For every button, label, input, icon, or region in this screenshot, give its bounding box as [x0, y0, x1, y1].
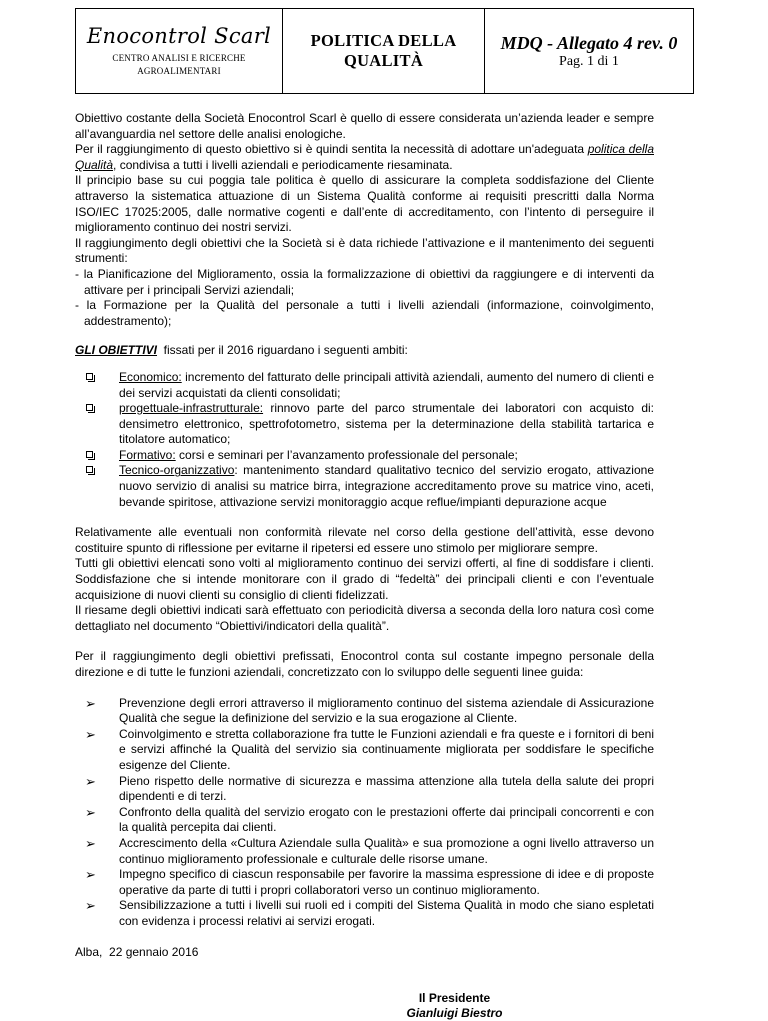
checkbox-bullet-icon [86, 404, 93, 411]
objective-text: rinnovo parte del parco strumentale dei laboratori con acquisto di: densimetro elettronico, spettrofotometro, sistema per la determinazione della stabilità tartarica e titolatore automatico; [119, 401, 654, 447]
intro-paragraph-2-end: , condivisa a tutti i livelli aziendali e periodicamente riesaminata. [113, 157, 453, 172]
list-item [75, 696, 654, 727]
checkbox-bullet-icon [86, 466, 93, 473]
list-item [75, 463, 654, 510]
header-company-cell [76, 9, 283, 93]
signature-block [255, 991, 654, 1021]
signer-name: Gianluigi Biestro [406, 1006, 503, 1021]
list-item [75, 898, 654, 929]
header-title-cell [283, 9, 485, 93]
guideline-text: Accrescimento della «Cultura Aziendale sulla Qualità» e sua promozione a ogni livello attraverso un continuo miglioramento professionale e culturale delle risorse umane. [119, 835, 654, 866]
list-item [75, 805, 654, 836]
guidelines-list [75, 696, 654, 930]
place-date: Alba, 22 gennaio 2016 [75, 944, 199, 959]
guideline-text: Pieno rispetto delle normative di sicurezza e massima attenzione alla tutela della salute dei propri dipendenti e di terzi. [119, 773, 654, 804]
document-title-line-1: POLITICA DELLA [310, 31, 457, 50]
guideline-text: Prevenzione degli errori attraverso il miglioramento continuo del sistema aziendale di Assicurazione Qualità che segue la definizione del servizio e la sua erogazione al Cliente. [119, 695, 654, 726]
objectives-heading [75, 343, 654, 359]
guideline-text: Coinvolgimento e stretta collaborazione fra tutte le Funzioni aziendali e fra queste e i fornitori di beni e servizi affinché la Qualità del servizio sia continuamente migliorata per soddisfare le specifiche esigenze del Cliente. [119, 726, 654, 772]
company-logo: Enocontrol Scarl [86, 24, 272, 48]
objectives-heading-label: GLI OBIETTIVI [75, 343, 158, 358]
list-item [75, 836, 654, 867]
quality-policy-term: politica della Qualità [75, 142, 654, 172]
list-item [75, 774, 654, 805]
objective-label: Economico: [119, 369, 182, 384]
checkbox-bullet-icon [86, 373, 93, 380]
arrow-bullet-icon: ➢ [85, 898, 96, 914]
signer-title: Il Presidente [418, 991, 491, 1006]
objective-text: corsi e seminari per l’avanzamento professionale del personale; [175, 447, 518, 462]
review-paragraph: Il riesame degli obiettivi indicati sarà effettuato con periodicità diversa a seconda della loro natura così come dettagliato nel documento “Obiettivi/indicatori della qualità”. [75, 603, 654, 633]
document-title-line-2: QUALITÀ [343, 51, 424, 70]
objective-label: progettuale-infrastrutturale: [119, 401, 264, 416]
guideline-text: Sensibilizzazione a tutti i livelli sui ruoli ed i compiti del Sistema Qualità in modo che siano espletati con evidenza i processi relativi ai servizi erogati. [119, 898, 654, 928]
page-number: Pag. 1 di 1 [559, 53, 619, 69]
arrow-bullet-icon: ➢ [85, 773, 96, 789]
intro-paragraph-3: Il principio base su cui poggia tale politica è quello di assicurare la completa soddisfazione del Cliente attraverso la sistematica attuazione di un Sistema Qualità conforme ai requisiti prescritti dalla Norma ISO/IEC 17025:2005, dalle normative cogenti e dall’ente di accreditamento, con l’intento di perseguire il miglioramento continuo dei nostri servizi. [75, 173, 654, 235]
company-tagline-1: CENTRO ANALISI E RICERCHE [112, 53, 246, 63]
list-item [75, 727, 654, 774]
objective-label: Tecnico-organizzativo [119, 463, 235, 478]
intro-paragraph-4: Il raggiungimento degli obiettivi che la Società si è data richiede l’attivazione e il mantenimento dei seguenti strumenti: [75, 235, 654, 266]
improvement-paragraph: Tutti gli obiettivi elencati sono volti al miglioramento continuo dei servizi offerti, al fine di soddisfare i clienti. Soddisfazione che si intende monitorare con il grado di “fedeltà” dei principali clienti e con l’eventuale acquisizione di nuovi clienti su consiglio di clienti fidelizzati. [75, 556, 654, 602]
objectives-heading-rest: fissati per il 2016 riguardano i seguenti ambiti: [157, 343, 408, 358]
arrow-bullet-icon: ➢ [85, 695, 96, 711]
guidelines-intro: Per il raggiungimento degli obiettivi prefissati, Enocontrol conta sul costante impegno personale della direzione e di tutte le funzioni aziendali, concretizzato con lo sviluppo delle seguenti linee guida: [75, 649, 654, 679]
document-code: MDQ - Allegato 4 rev. 0 [500, 32, 678, 53]
arrow-bullet-icon: ➢ [85, 835, 96, 851]
header-code-cell [485, 9, 693, 93]
intro-paragraph-1: Obiettivo costante della Società Enocontrol Scarl è quello di essere considerata un’azienda leader e sempre all’avanguardia nel settore delle analisi enologiche. [75, 111, 654, 141]
list-item [75, 867, 654, 898]
tool-item-1: - la Pianificazione del Miglioramento, ossia la formalizzazione di obiettivi da raggiungere e di interventi da attivare per i principali Servizi aziendali; [75, 266, 654, 297]
objective-text: incremento del fatturato delle principali attività aziendali, aumento del numero di clienti e dei servizi acquistati da clienti consolidati; [119, 369, 654, 400]
list-item [75, 448, 654, 464]
objective-text: : mantenimento standard qualitativo tecnico del servizio erogato, attivazione nuovo servizio di analisi su matrice birra, integrazione accreditamento prove su matrice vino, aceti, bevande spiritose, attivazione servizi monitoraggio acque reflue/impianti depurazione acque [119, 463, 654, 509]
arrow-bullet-icon: ➢ [85, 804, 96, 820]
guideline-text: Confronto della qualità del servizio erogato con le prestazioni offerte dai principali concorrenti e con la qualità percepita dai clienti. [119, 804, 654, 835]
arrow-bullet-icon: ➢ [85, 726, 96, 742]
objective-label: Formativo: [119, 447, 176, 462]
document-body [75, 111, 654, 1021]
guideline-text: Impegno specifico di ciascun responsabile per favorire la massima espressione di idee e di proposte operative da parte di tutti i propri collaboratori verso un continuo miglioramento. [119, 867, 654, 897]
document-header [75, 8, 694, 94]
intro-paragraph-2-start: Per il raggiungimento di questo obiettivo si è quindi sentita la necessità di adottare un'adeguata [75, 142, 588, 157]
intro-paragraph-2 [75, 142, 654, 173]
nonconformity-paragraph: Relativamente alle eventuali non conformità rilevate nel corso della gestione dell’attività, esse devono costituire spunto di riflessione per evitarne il ripetersi ed essere uno stimolo per migliorare sempre. [75, 525, 654, 555]
objectives-list [75, 370, 654, 510]
list-item [75, 401, 654, 448]
list-item [75, 370, 654, 401]
checkbox-bullet-icon [86, 451, 93, 458]
tool-item-2: - la Formazione per la Qualità del personale a tutti i livelli aziendali (informazione, coinvolgimento, addestramento); [75, 298, 654, 328]
arrow-bullet-icon: ➢ [85, 867, 96, 883]
company-tagline-2: AGROALIMENTARI [137, 66, 221, 76]
